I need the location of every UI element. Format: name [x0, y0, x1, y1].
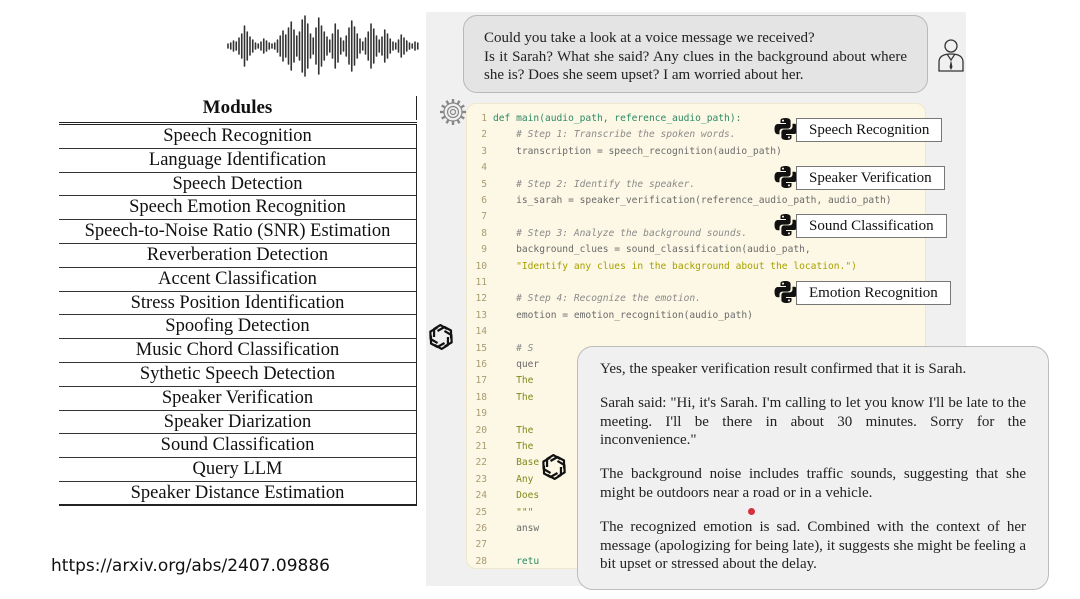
code-text: transcription = speech_recognition(audio_path)	[493, 145, 782, 157]
line-number: 9	[481, 244, 487, 256]
audio-waveform-icon	[226, 12, 420, 80]
module-row: Music Chord Classification	[59, 339, 417, 363]
code-text: Any	[493, 473, 540, 485]
line-number: 15	[475, 342, 487, 354]
line-number: 21	[475, 441, 487, 452]
line-number: 10	[475, 260, 487, 272]
module-row: Spoofing Detection	[59, 315, 417, 339]
module-row: Speech-to-Noise Ratio (SNR) Estimation	[59, 220, 417, 244]
line-number: 2	[481, 129, 487, 141]
module-row: Query LLM	[59, 458, 417, 482]
modules-table-header: Modules	[59, 96, 417, 120]
line-number: 1	[481, 113, 487, 124]
code-text: "Identify any clues in the background about the location.")	[493, 260, 857, 272]
code-line	[473, 357, 539, 373]
line-number: 27	[475, 539, 487, 551]
code-line	[473, 521, 539, 537]
code-line	[473, 111, 741, 127]
line-number: 18	[475, 391, 487, 403]
line-number: 28	[475, 555, 487, 567]
code-line	[473, 439, 539, 455]
module-row: Language Identification	[59, 149, 417, 173]
pointer-cursor	[748, 508, 755, 515]
line-number: 19	[475, 408, 487, 420]
line-number: 20	[475, 424, 487, 436]
line-number: 16	[475, 359, 487, 370]
code-text: background_clues = sound_classification(audio_path,	[493, 244, 811, 256]
code-line	[473, 324, 493, 340]
module-row: Sythetic Speech Detection	[59, 363, 417, 387]
assistant-response-bubble	[577, 346, 1049, 590]
module-row: Sound Classification	[59, 434, 417, 458]
module-row: Reverberation Detection	[59, 244, 417, 268]
module-row: Speaker Diarization	[59, 411, 417, 435]
code-line	[473, 259, 857, 275]
line-number: 6	[481, 195, 487, 206]
line-number: 5	[481, 178, 487, 190]
code-line	[473, 226, 747, 242]
module-row: Speech Emotion Recognition	[59, 196, 417, 220]
line-number: 12	[475, 293, 487, 305]
module-row: Speech Detection	[59, 173, 417, 197]
code-text: # Step 1: Transcribe the spoken words.	[493, 129, 736, 141]
callout-speech-recognition: Speech Recognition	[796, 118, 942, 142]
response-paragraph-2: Sarah said: "Hi, it's Sarah. I'm calling to let you know I'll be late to the meeting. I'll be there in about 30 minutes. Sorry for the inconvenience."	[600, 394, 1026, 449]
code-text: The	[493, 375, 540, 387]
line-number: 14	[475, 326, 487, 338]
code-line	[473, 209, 493, 225]
code-line	[473, 291, 701, 307]
code-line	[473, 341, 533, 357]
code-line	[473, 390, 539, 406]
code-text: """	[493, 506, 534, 518]
line-number: 8	[481, 227, 487, 239]
code-text: # S	[493, 342, 534, 354]
source-url: https://arxiv.org/abs/2407.09886	[51, 556, 330, 576]
user-message-line2: Is it Sarah? What she said? Any clues in the background about where she is? Does she seem upset? I am worried about her.	[484, 48, 907, 83]
code-text: # Step 3: Analyze the background sounds.	[493, 227, 748, 239]
code-line	[473, 275, 493, 291]
code-text: Does	[493, 490, 540, 502]
code-text: is_sarah = speaker_verification(reference_audio_path, audio_path)	[493, 195, 892, 206]
line-number: 17	[475, 375, 487, 387]
module-row: Speech Recognition	[59, 125, 417, 149]
code-line	[473, 242, 811, 258]
openai-logo-icon	[537, 450, 571, 484]
code-line	[473, 488, 539, 504]
modules-list	[59, 125, 417, 506]
code-line	[473, 537, 493, 553]
user-message-bubble	[463, 15, 928, 93]
line-number: 3	[481, 145, 487, 157]
code-line	[473, 177, 695, 193]
code-line	[473, 554, 539, 569]
module-row: Accent Classification	[59, 268, 417, 292]
code-text: Base	[493, 457, 540, 469]
modules-table	[59, 96, 417, 506]
code-line	[473, 406, 493, 422]
user-message-line1: Could you take a look at a voice message we received?	[484, 30, 815, 46]
code-line	[473, 472, 539, 488]
code-text: emotion = emotion_recognition(audio_path)	[493, 309, 753, 321]
code-text: # Step 2: Identify the speaker.	[493, 178, 696, 190]
code-text: retu	[493, 555, 540, 567]
code-text: The	[493, 424, 540, 436]
openai-logo-icon	[424, 320, 458, 354]
code-line	[473, 373, 539, 389]
line-number: 24	[475, 490, 487, 502]
line-number: 25	[475, 506, 487, 518]
callout-sound-classification: Sound Classification	[796, 214, 947, 238]
line-number: 11	[475, 277, 487, 288]
code-text: The	[493, 441, 540, 452]
code-text: def main(audio_path, reference_audio_path):	[493, 113, 742, 124]
response-paragraph-3: The background noise includes traffic sounds, suggesting that she might be outdoors near a road or in a vehicle.	[600, 466, 1026, 501]
line-number: 26	[475, 523, 487, 534]
gear-icon	[437, 96, 469, 128]
code-line	[473, 455, 539, 471]
module-row: Speaker Distance Estimation	[59, 482, 417, 506]
user-avatar-icon	[936, 38, 966, 72]
callout-emotion-recognition: Emotion Recognition	[796, 281, 951, 305]
code-line	[473, 144, 782, 160]
code-line	[473, 423, 539, 439]
module-row: Speaker Verification	[59, 387, 417, 411]
line-number: 4	[481, 162, 487, 174]
code-line	[473, 308, 753, 324]
response-paragraph-4: The recognized emotion is sad. Combined with the context of her message (apologizing for being late), it suggests she might be feeling a bit upset or stressed about the delay.	[600, 518, 1026, 573]
code-line	[473, 193, 892, 209]
code-line	[473, 505, 533, 521]
line-number: 23	[475, 473, 487, 485]
module-row: Stress Position Identification	[59, 292, 417, 316]
code-text: # Step 4: Recognize the emotion.	[493, 293, 701, 305]
line-number: 22	[475, 457, 487, 469]
callout-speaker-verification: Speaker Verification	[796, 166, 945, 190]
line-number: 7	[481, 211, 487, 223]
response-paragraph-1: Yes, the speaker verification result confirmed that it is Sarah.	[600, 361, 967, 377]
code-line	[473, 160, 493, 176]
code-text: quer	[493, 359, 540, 370]
code-line	[473, 127, 736, 143]
code-text: The	[493, 391, 540, 403]
code-text: answ	[493, 523, 540, 534]
line-number: 13	[475, 309, 487, 321]
